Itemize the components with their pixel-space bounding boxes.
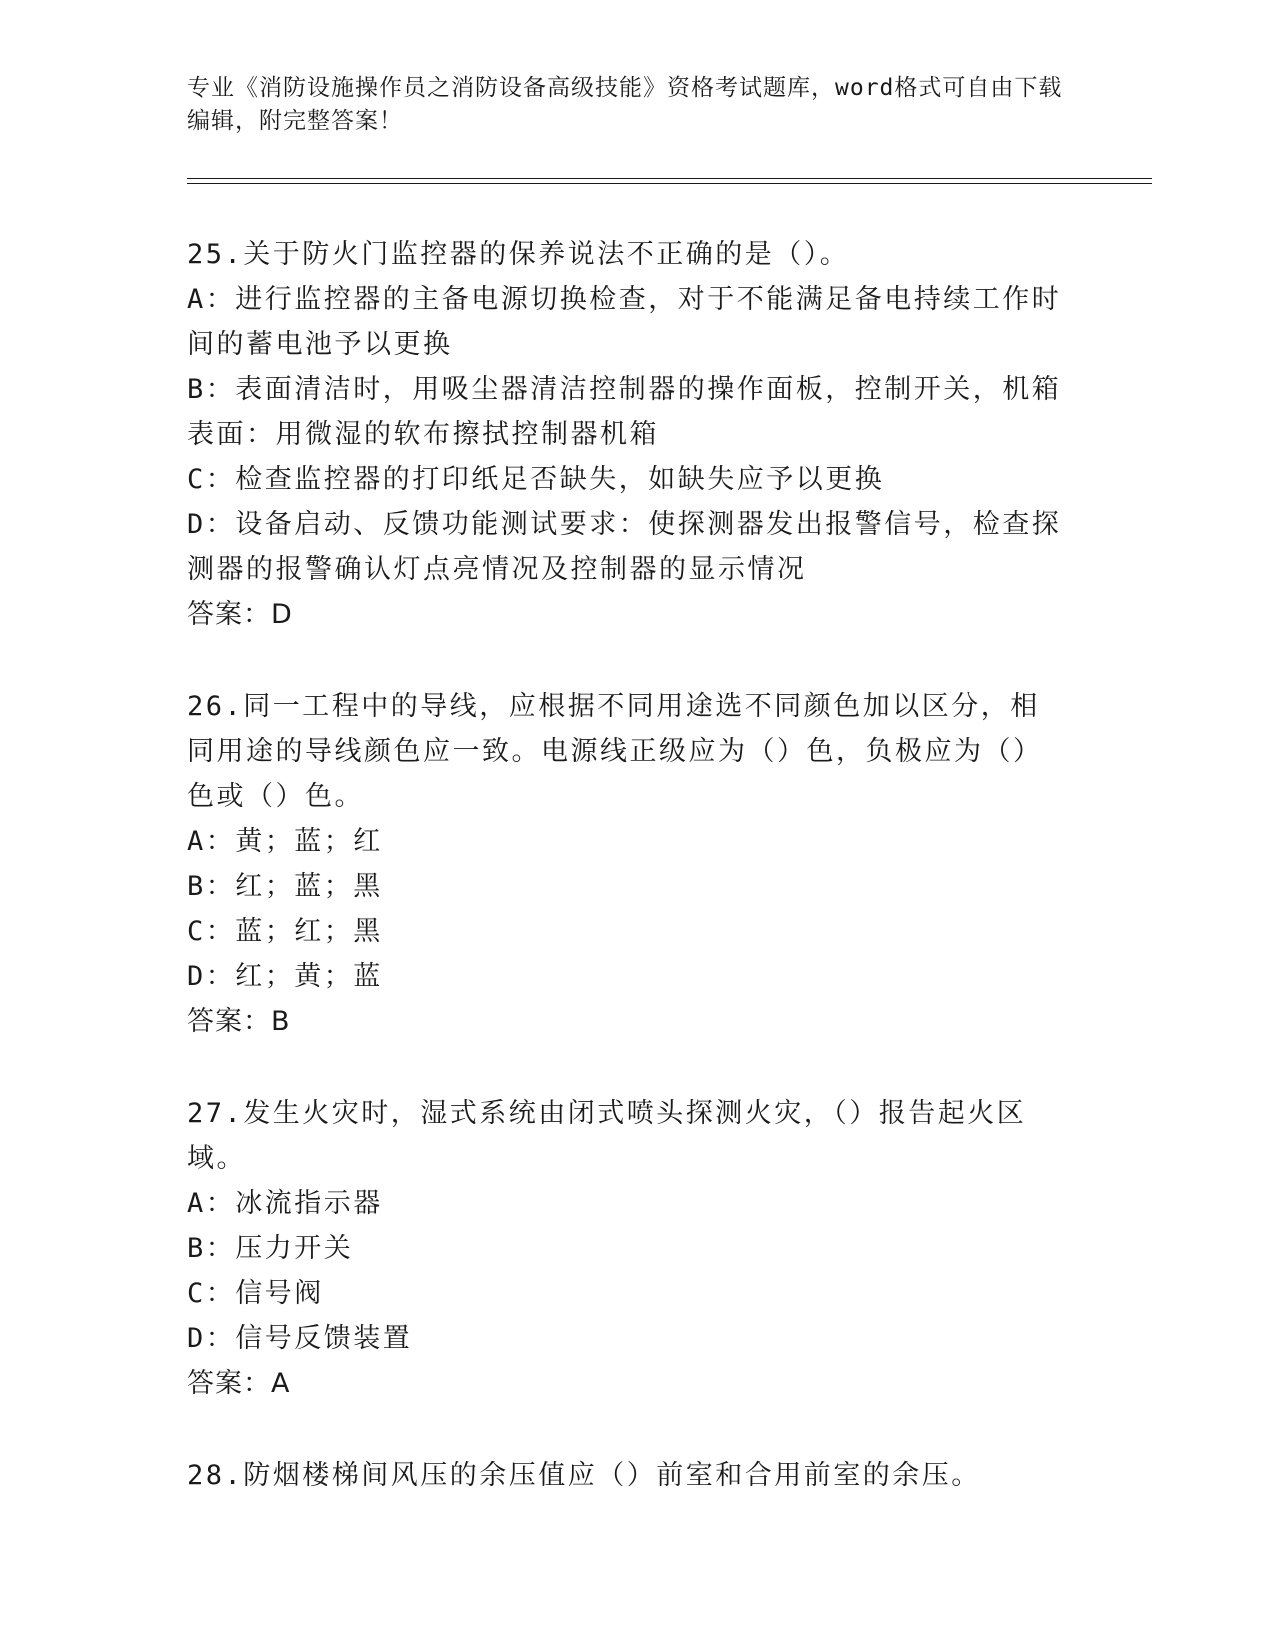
question-stem: 27.发生火灾时，湿式系统由闭式喷头探测火灾，（）报告起火区域。: [187, 1098, 1027, 1174]
option-c: C：检查监控器的打印纸足否缺失，如缺失应予以更换: [187, 464, 885, 495]
option-d: D：红；黄；蓝: [187, 961, 383, 992]
option-d: D：信号反馈装置: [187, 1323, 413, 1354]
option-d: D：设备启动、反馈功能测试要求：使探测器发出报警信号，检查探测器的报警确认灯点亮情况及控制器的显示情况: [187, 509, 1062, 585]
document-page: [187, 72, 1147, 1545]
answer: 答案：A: [187, 1368, 291, 1399]
option-a: A：冰流指示器: [187, 1188, 383, 1219]
question-25: [187, 232, 1147, 637]
header-divider: [187, 178, 1152, 184]
option-b: B：表面清洁时，用吸尘器清洁控制器的操作面板，控制开关，机箱表面：用微湿的软布擦拭控制器机箱: [187, 374, 1062, 450]
question-stem: 25.关于防火门监控器的保养说法不正确的是（）。: [187, 239, 850, 270]
question-28: [187, 1453, 1147, 1498]
header-note: 专业《消防设施操作员之消防设备高级技能》资格考试题库，word格式可自由下载编辑，附完整答案！: [187, 75, 1063, 134]
option-a: A：黄；蓝；红: [187, 826, 383, 857]
question-list: [187, 232, 1147, 1498]
question-stem: 28.防烟楼梯间风压的余压值应（）前室和合用前室的余压。: [187, 1460, 981, 1491]
option-a: A：进行监控器的主备电源切换检查，对于不能满足备电持续工作时间的蓄电池予以更换: [187, 284, 1062, 360]
option-b: B：红；蓝；黑: [187, 871, 383, 902]
option-c: C：信号阀: [187, 1278, 324, 1309]
option-b: B：压力开关: [187, 1233, 354, 1264]
answer: 答案：D: [187, 599, 293, 630]
question-stem: 26.同一工程中的导线，应根据不同用途选不同颜色加以区分，相同用途的导线颜色应一致。电源线正级应为（）色，负极应为（）色或（）色。: [187, 691, 1043, 812]
answer: 答案：B: [187, 1006, 291, 1037]
option-c: C：蓝；红；黑: [187, 916, 383, 947]
question-26: [187, 684, 1147, 1044]
question-27: [187, 1091, 1147, 1406]
